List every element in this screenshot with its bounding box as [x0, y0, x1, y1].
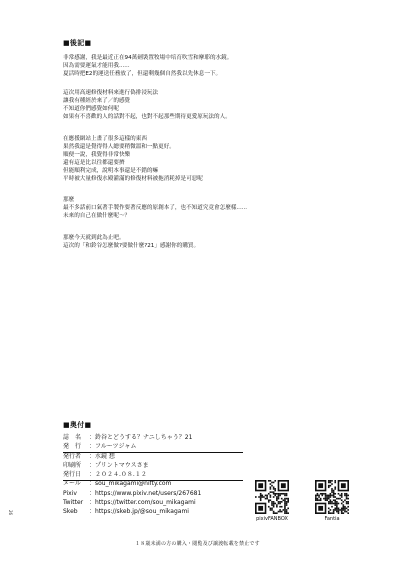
colophon-separator: ： [89, 489, 96, 497]
colophon-key: 印刷所 [63, 461, 82, 469]
text-line: 讓我有種經於來了／的感覺 [63, 98, 131, 104]
colophon-row-pixiv [63, 489, 201, 498]
text-line: 這次用高速修復材料來進行偽排浸玩法 [63, 90, 159, 96]
afterword-paragraph-4 [63, 196, 363, 220]
afterword-paragraph-3 [63, 135, 363, 183]
text-line: 因為需要運氣才能用我...... [63, 63, 130, 69]
page-number: 26 [8, 510, 13, 516]
colophon-value: プリントマウスさま [95, 461, 149, 469]
colophon-key: メール [63, 480, 81, 488]
colophon-row-title [63, 433, 201, 442]
age-restriction-notice: １８歳未満の方の購入・閲覧及び譲渡転載を禁止です [135, 541, 260, 547]
text-line: 但能順利完成，說明本事還是不錯的嘛 [63, 168, 159, 174]
colophon-value: 水鏡 想 [95, 452, 115, 460]
qr-label: pixivFANBOX [256, 516, 288, 522]
text-line: 非常感謝，我是最近正在94萬劍裝置牧場中培育吹雪和摩耶的水鏡。 [63, 55, 233, 61]
afterword-paragraph-2 [63, 89, 363, 121]
colophon-separator: ： [89, 452, 96, 460]
afterword-heading: ■後記■ [63, 39, 92, 47]
colophon-row-circle [63, 442, 201, 451]
text-line: 夏活時把E2的運送任務放了，但還剩幾個自然我以先休息一下。 [63, 71, 222, 77]
colophon-separator: ： [89, 499, 96, 507]
qr-label: Fantia [324, 516, 340, 522]
colophon-value: https://skeb.jp/@sou_mikagami [95, 508, 189, 516]
colophon-row-date [63, 470, 201, 479]
colophon-value: https://www.pixiv.net/users/267681 [95, 489, 202, 497]
colophon-table [63, 433, 201, 517]
colophon-key: 発行者 [63, 452, 82, 460]
colophon-heading: ■奥付■ [63, 421, 92, 429]
colophon-key: 誌 名 [63, 434, 82, 441]
colophon-row-printer [63, 461, 201, 470]
colophon-separator: ： [89, 461, 96, 469]
colophon-row-twitter [63, 498, 201, 507]
text-line: 未來的自己在做什麼呢～？ [63, 213, 131, 219]
colophon-value: 鈴谷とどうする？ナニしちゃう？21 [95, 434, 193, 441]
colophon-separator: ： [89, 471, 96, 479]
text-line: 順便一說，我覺得非常快樂 [63, 152, 131, 158]
text-line: 還有這是比以往都還要擠 [63, 160, 125, 166]
text-line: 在應援網站上畫了很多這樣的東西 [63, 136, 147, 142]
colophon-value: sou_mikagami@nifty.com [95, 480, 172, 488]
colophon-separator: ： [89, 443, 96, 451]
text-line: 如果有不喜歡的人的話對不起，也對不起那些期待更愛原玩法的人。 [63, 114, 231, 120]
afterword-paragraph-1 [63, 54, 363, 78]
colophon-key: 発 行 [63, 443, 82, 451]
divider [63, 480, 243, 481]
colophon-separator: ： [89, 434, 96, 441]
text-line: 平時被大量修復水殿灌滿的修復材料被拖消耗掉是可惡呢 [63, 176, 203, 182]
text-line: 這次的「和鈴谷怎麼做?要做什麼?21」感謝你的購買。 [63, 243, 200, 249]
colophon-separator: ： [89, 480, 96, 488]
pixiv-fanbox-qr-code [255, 480, 289, 514]
colophon-key: Twitter [63, 499, 84, 507]
colophon-value: https://twitter.com/sou_mikagami [95, 499, 196, 507]
text-line: 不知道你們感覺如何呢 [63, 106, 119, 112]
colophon-key: Pixiv [63, 489, 77, 497]
text-line: 那麼 [63, 197, 75, 203]
colophon-row-skeb [63, 507, 201, 516]
colophon-value: フルーツジャム [95, 443, 137, 451]
colophon-key: Skeb [63, 508, 78, 516]
text-line: 那麼今天就到此為止吧。 [63, 235, 125, 241]
fantia-qr-code [315, 480, 349, 514]
colophon-value: ２０２４.０８.１２ [95, 471, 147, 479]
text-line: 最不多話前口氣著手製作要著反應的原創本了，也不知道究竟會怎麼樣...... [63, 205, 248, 211]
colophon-separator: ： [89, 508, 96, 516]
divider [63, 452, 243, 453]
text-line: 果然我還是覺得得人總要稍微溫和一點更好。 [63, 144, 175, 150]
colophon-key: 発行日 [63, 471, 82, 479]
afterword-paragraph-5 [63, 234, 363, 250]
